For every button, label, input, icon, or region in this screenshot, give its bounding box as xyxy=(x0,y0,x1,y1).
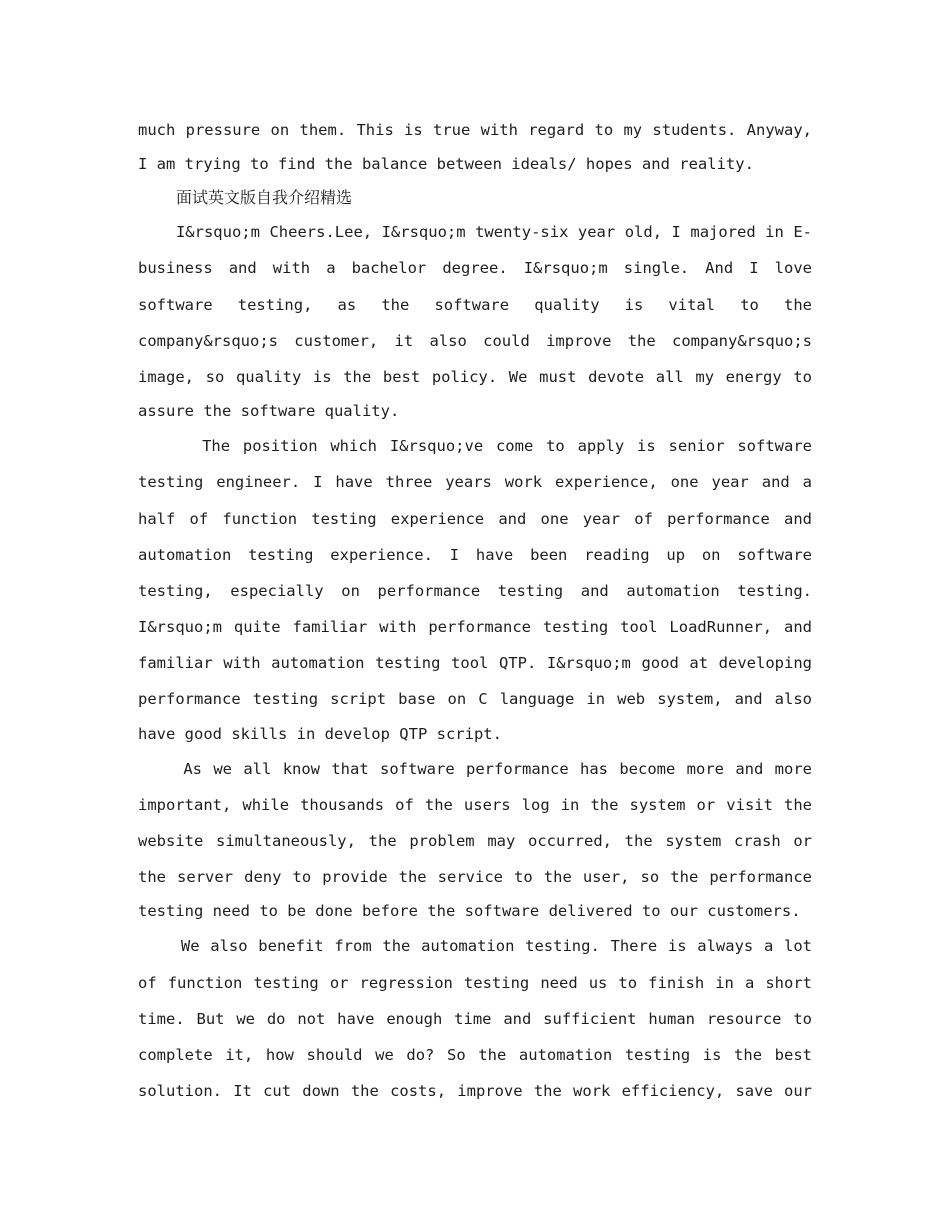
document-page xyxy=(138,112,812,1109)
text-line: website simultaneously, the problem may occurred, the system crash or xyxy=(138,832,812,850)
text-line: half of function testing experience and one year of performance and xyxy=(138,509,812,528)
text-line: As we all know that software performance has become more and more xyxy=(138,759,812,778)
text-line: business and with a bachelor degree. I&rsquo;m single. And I love xyxy=(138,259,812,278)
text-line: the server deny to provide the service to the user, so the performance xyxy=(138,868,812,887)
paragraph xyxy=(138,751,812,929)
text-line: image, so quality is the best policy. We must devote all my energy to xyxy=(138,367,812,386)
section-heading: 面试英文版自我介绍精选 xyxy=(176,188,353,208)
text-line: familiar with automation testing tool QTP. I&rsquo;m good at developing xyxy=(138,654,812,673)
text-line: We also benefit from the automation testing. There is always a lot xyxy=(138,937,812,956)
paragraph xyxy=(138,428,812,751)
text-line: automation testing experience. I have been reading up on software xyxy=(138,545,812,564)
text-line: much pressure on them. This is true with regard to my students. Anyway, xyxy=(138,121,812,139)
text-line: of function testing or regression testing need us to finish in a short xyxy=(138,973,812,992)
text-line: The position which I&rsquo;ve come to apply is senior software xyxy=(138,437,812,456)
text-line: testing, especially on performance testing and automation testing. xyxy=(138,581,812,600)
paragraph xyxy=(138,214,812,428)
text-line: I&rsquo;m Cheers.Lee, I&rsquo;m twenty-six year old, I majored in E- xyxy=(138,223,812,242)
text-line: performance testing script base on C language in web system, and also xyxy=(138,690,812,709)
text-line: company&rsquo;s customer, it also could improve the company&rsquo;s xyxy=(138,331,812,350)
text-line: complete it, how should we do? So the automation testing is the best xyxy=(138,1045,812,1064)
text-line: testing need to be done before the software delivered to our customers. xyxy=(138,902,801,921)
text-line: software testing, as the software quality is vital to the xyxy=(138,295,812,314)
intro-block xyxy=(138,112,812,181)
text-line: time. But we do not have enough time and sufficient human resource to xyxy=(138,1009,812,1028)
text-line: I am trying to find the balance between ideals/ hopes and reality. xyxy=(138,155,754,174)
text-line: solution. It cut down the costs, improve the work efficiency, save our xyxy=(138,1082,812,1101)
paragraph xyxy=(138,928,812,1109)
text-line: assure the software quality. xyxy=(138,402,400,421)
text-line: testing engineer. I have three years work experience, one year and a xyxy=(138,473,812,492)
text-line: important, while thousands of the users log in the system or visit the xyxy=(138,795,812,814)
text-line: have good skills in develop QTP script. xyxy=(138,724,502,743)
text-line: I&rsquo;m quite familiar with performance testing tool LoadRunner, and xyxy=(138,618,812,637)
